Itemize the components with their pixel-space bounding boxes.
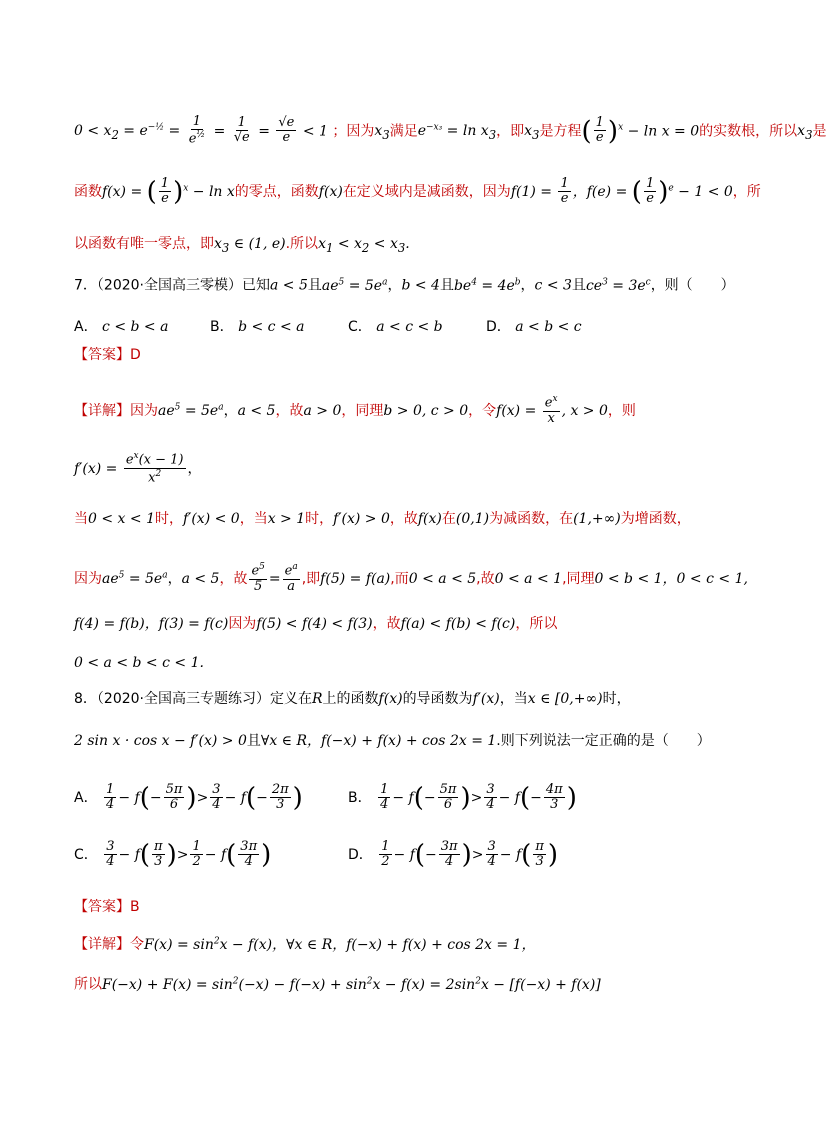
prev-line-1: $0 < x_2 = e^{-\frac{1}{2}}$ = $\frac{1}{e^{\frac{1}{2}}}$ = $\frac{1}{√e}$ = $\frac{√e}{e}$ < 1 ；因为$x_3$满足$e^{-x_3} = \ln x_3$，即$x_3$是方程( $\frac{1}{e}$ )$^x$ − ln x = 0的实数根，所以$x_3$是 bbox=[74, 114, 826, 147]
q7-answer: 【答案】D bbox=[74, 347, 141, 363]
q8-option-b[interactable]: B． $\frac{1}{4}$ − f(− $\frac{5\pi}{6}$ )> $\frac{3}{4}$ − f(− $\frac{4\pi}{3}$ ) bbox=[348, 782, 577, 814]
q7-stem: 7．（2020·全国高三零模）已知a < 5且$ae^5 = 5e^a$，b < 4且$be^4 = 4e^b$，c < 3且$ce^3 = 3e^c$，则（ ） bbox=[74, 277, 735, 294]
q7-detail-6: 0 < a < b < c < 1. bbox=[74, 655, 204, 671]
q8-stem-2: 2 sin x · cos x − f′(x) > 0且∀x ∈ R，f(−x) + f(x) + cos 2x = 1.则下列说法一定正确的是（ ） bbox=[74, 733, 711, 749]
prev-text: ；因为 bbox=[332, 123, 375, 140]
q7-detail-4: 因为$ae^5 = 5e^a$，a < 5，故 $\frac{e^5}{5}$ = $\frac{e^a}{a}$ ,即f(5) = f(a),而0 < a < 5,故0 < a < 1,同理0 < b < 1，0 < c < 1, bbox=[74, 562, 748, 594]
q8-answer-value: B bbox=[130, 899, 140, 915]
q7-detail-5: f(4) = f(b)，f(3) = f(c)因为f(5) < f(4) < f(3)，故f(a) < f(b) < f(c)，所以 bbox=[74, 616, 558, 632]
q8-detail-1: 【详解】令$F(x) = \sin^2x - f(x)$，∀x ∈ R，f(−x) + f(x) + cos 2x = 1， bbox=[74, 936, 536, 953]
q8-stem-1: 8．（2020·全国高三专题练习）定义在R上的函数f(x)的导函数为f′(x)，当x ∈ [0,+∞)时， bbox=[74, 691, 631, 707]
q7-option-b[interactable]: B． b < c < a bbox=[210, 319, 305, 335]
prev-line-3: 以函数有唯一零点，即$x_3$ ∈ (1, e).所以$x_1 < x_2 < x_3$. bbox=[74, 236, 410, 255]
q7-detail-1: 【详解】因为$ae^5 = 5e^a$，a < 5，故a > 0，同理b > 0, c > 0，令f(x) = $\frac{e^x}{x}$ , x > 0，则 bbox=[74, 394, 636, 426]
q8-option-a[interactable]: A． $\frac{1}{4}$ − f(− $\frac{5\pi}{6}$ )> $\frac{3}{4}$ − f(− $\frac{2\pi}{3}$ ) bbox=[74, 782, 303, 814]
q7-detail-2: f′(x) = $\frac{e^x(x - 1)}{x^2}$ ， bbox=[74, 451, 202, 485]
q8-answer: 【答案】B bbox=[74, 899, 140, 915]
q8-detail-2: 所以$F(-x) + F(x) = \sin^2(-x) - f(-x) + \sin^2x - f(x) = 2\sin^2x - [f(-x) + f(x)]$ bbox=[74, 976, 601, 993]
q8-option-c[interactable]: C． $\frac{3}{4}$ − f( $\frac{\pi}{3}$ )> $\frac{1}{2}$ − f( $\frac{3\pi}{4}$ ) bbox=[74, 839, 272, 871]
q7-detail-3: 当0 < x < 1时，f′(x) < 0，当x > 1时，f′(x) > 0，故f(x)在(0,1)为减函数，在(1,+∞)为增函数， bbox=[74, 511, 691, 527]
prev-line-2: 函数f(x) = ( $\frac{1}{e}$ )$^x$ − ln x的零点，函数f(x)在定义域内是减函数，因为f(1) = $\frac{1}{e}$ ，f(e) = ( $\frac{1}{e}$ )$^e$ − 1 < 0，所 bbox=[74, 176, 761, 208]
q8-option-d[interactable]: D． $\frac{1}{2}$ − f(− $\frac{3\pi}{4}$ )> $\frac{3}{4}$ − f( $\frac{\pi}{3}$ ) bbox=[348, 839, 559, 871]
q7-option-a[interactable]: A． c < b < a bbox=[74, 319, 169, 335]
q7-option-c[interactable]: C． a < c < b bbox=[348, 319, 443, 335]
q7-answer-value: D bbox=[130, 347, 141, 363]
q7-option-d[interactable]: D． a < b < c bbox=[486, 319, 582, 335]
